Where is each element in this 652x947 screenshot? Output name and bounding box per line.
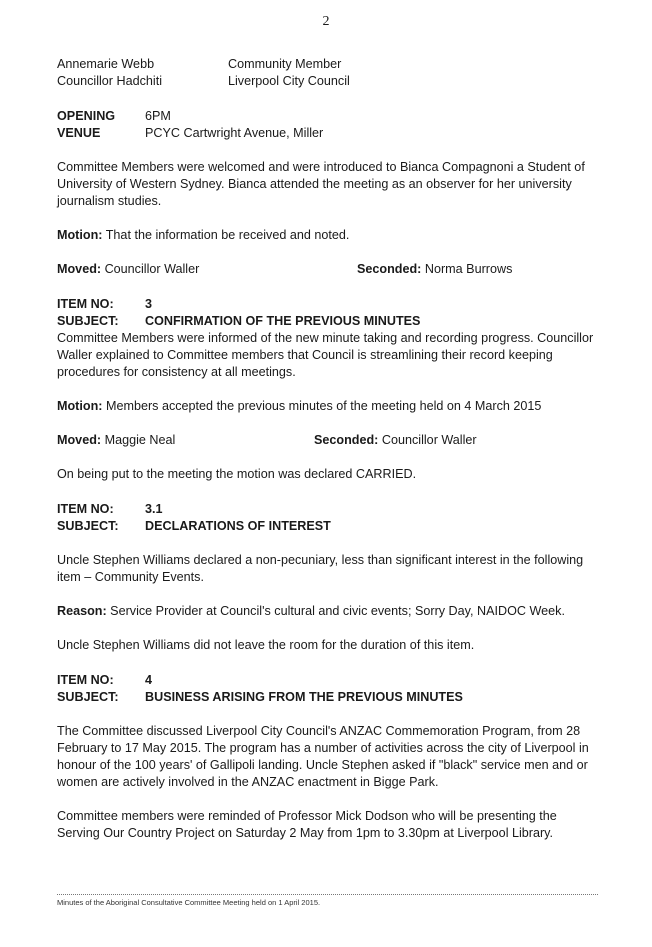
item-number-row: [57, 672, 602, 689]
moved-label: Moved:: [57, 262, 102, 276]
welcome-paragraph: Committee Members were welcomed and were introduced to Bianca Compagnoni a Student of University of Western Sydney. Bianca attended the meeting as an observer for her university journalism studies.: [57, 160, 585, 208]
venue-value: PCYC Cartwright Avenue, Miller: [145, 126, 324, 140]
motion-text: That the information be received and noted.: [102, 228, 350, 242]
attendee-row: [57, 56, 602, 73]
reason-text: Service Provider at Council's cultural and civic events; Sorry Day, NAIDOC Week.: [106, 604, 565, 618]
venue-row: [57, 125, 602, 142]
attendee-name: Annemarie Webb: [57, 57, 155, 71]
moved-name: Maggie Neal: [101, 433, 176, 447]
subject-title: DECLARATIONS OF INTEREST: [145, 519, 331, 533]
venue-label: VENUE: [57, 126, 101, 140]
attendee-role: Liverpool City Council: [228, 74, 350, 88]
moved-name: Councillor Waller: [101, 262, 200, 276]
motion-paragraph: [57, 227, 602, 244]
item-paragraph: Committee members were reminded of Professor Mick Dodson who will be presenting the Serving Our Country Project on Saturday 2 May from 1pm to 3.30pm at Liverpool Library.: [57, 809, 557, 840]
item-number-row: [57, 296, 602, 313]
item-label: ITEM NO:: [57, 673, 114, 687]
item-number-row: [57, 501, 602, 518]
item-label: ITEM NO:: [57, 502, 114, 516]
motion-paragraph: [57, 398, 602, 415]
carried-paragraph: On being put to the meeting the motion was declared CARRIED.: [57, 467, 417, 481]
attendee-name: Councillor Hadchiti: [57, 74, 162, 88]
motion-label: Motion:: [57, 399, 103, 413]
minutes-content: [57, 56, 602, 842]
opening-row: [57, 108, 602, 125]
subject-row: [57, 313, 602, 330]
subject-title: BUSINESS ARISING FROM THE PREVIOUS MINUTES: [145, 690, 463, 704]
item-paragraph: Uncle Stephen Williams declared a non-pecuniary, less than significant interest in the following item – Community Events.: [57, 553, 584, 584]
item-label: ITEM NO:: [57, 297, 114, 311]
footer-divider: [57, 894, 598, 895]
attendee-row: [57, 73, 602, 90]
attendee-role: Community Member: [228, 57, 342, 71]
opening-value: 6PM: [145, 109, 171, 123]
moved-row: [57, 432, 602, 449]
item-paragraph: Committee Members were informed of the new minute taking and recording progress. Councillor Waller explained to Committee members that Council is streamlining their record keeping procedures for consistency at all meetings.: [57, 331, 594, 379]
seconded-label: Seconded:: [314, 433, 379, 447]
subject-row: [57, 518, 602, 535]
moved-row: [57, 261, 602, 278]
subject-title: CONFIRMATION OF THE PREVIOUS MINUTES: [145, 314, 421, 328]
subject-label: SUBJECT:: [57, 690, 119, 704]
seconded-name: Norma Burrows: [421, 262, 513, 276]
item-number: 3: [145, 297, 153, 311]
moved-label: Moved:: [57, 433, 102, 447]
reason-label: Reason:: [57, 604, 107, 618]
item-paragraph: The Committee discussed Liverpool City Council's ANZAC Commemoration Program, from 28 February to 17 May 2015. The program has a number of activities across the city of Liverpool in honour of the 100 years' of Gallipoli landing. Uncle Stephen asked if "black" service men and or women are actively involved in the ANZAC enactment in Bigge Park.: [57, 724, 589, 789]
page-number: 2: [322, 14, 330, 29]
motion-text: Members accepted the previous minutes of the meeting held on 4 March 2015: [102, 399, 542, 413]
motion-label: Motion:: [57, 228, 103, 242]
item-paragraph: Uncle Stephen Williams did not leave the room for the duration of this item.: [57, 638, 475, 652]
subject-label: SUBJECT:: [57, 519, 119, 533]
reason-paragraph: [57, 603, 602, 620]
item-number: 3.1: [145, 502, 163, 516]
subject-row: [57, 689, 602, 706]
seconded-label: Seconded:: [357, 262, 422, 276]
subject-label: SUBJECT:: [57, 314, 119, 328]
page-footer: Minutes of the Aboriginal Consultative Committee Meeting held on 1 April 2015.: [57, 898, 321, 907]
item-number: 4: [145, 673, 153, 687]
opening-label: OPENING: [57, 109, 116, 123]
seconded-name: Councillor Waller: [378, 433, 477, 447]
